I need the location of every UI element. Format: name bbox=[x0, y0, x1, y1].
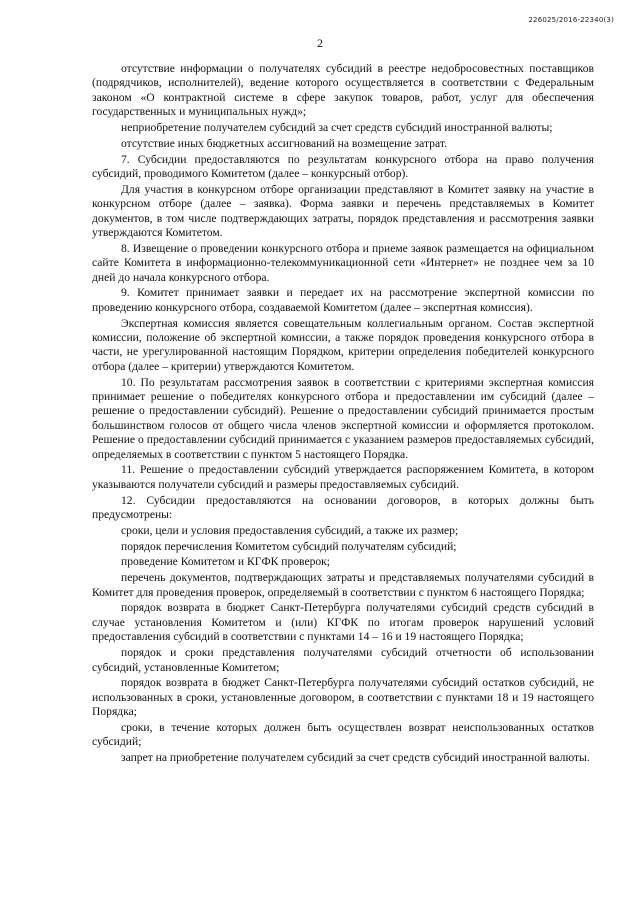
paragraph: порядок перечисления Комитетом субсидий получателям субсидий; bbox=[121, 539, 457, 553]
paragraph: Для участия в конкурсном отборе организации представляют в Комитет заявку на участие в конкурсном отборе (далее – заявка). Форма заявки и перечень представляемых в Комитет документов, в том числе подтверждающих затраты, порядок представления и рассмотрения заявки утверждаются Комитетом. bbox=[92, 182, 594, 240]
paragraph: отсутствие информации о получателях субсидий в реестре недобросовестных поставщиков (подрядчиков, исполнителей), ведение которого осуществляется в соответствии с Федеральным законом «О контрактной системе в сфере закупок товаров, работ, услуг для обеспечения государственных и муниципальных нужд»; bbox=[92, 62, 594, 119]
paragraph: отсутствие иных бюджетных ассигнований на возмещение затрат. bbox=[121, 136, 447, 150]
paragraph: неприобретение получателем субсидий за счет средств субсидий иностранной валюты; bbox=[121, 121, 553, 135]
paragraph: 7. Субсидии предоставляются по результатам конкурсного отбора на право получения субсидий, проводимого Комитетом (далее – конкурсный отбор). bbox=[92, 152, 594, 181]
paragraph: сроки, в течение которых должен быть осуществлен возврат неиспользованных остатков субсидий; bbox=[92, 720, 594, 749]
paragraph: запрет на приобретение получателем субсидий за счет средств субсидий иностранной валюты. bbox=[121, 751, 590, 765]
paragraph: перечень документов, подтверждающих затраты и представляемых получателями субсидий в Комитет для проведения проверок, определяемый в соответствии с пунктом 6 настоящего Порядка; bbox=[92, 571, 594, 599]
paragraph: 8. Извещение о проведении конкурсного отбора и приеме заявок размещается на официальном сайте Комитета в информационно-телекоммуникационной сети «Интернет» не позднее чем за 10 дней до начала конкурсного отбора. bbox=[92, 241, 594, 284]
paragraph: сроки, цели и условия предоставления субсидий, а также их размер; bbox=[121, 523, 459, 537]
paragraph: порядок и сроки представления получателями субсидий отчетности об использовании субсидий, установленные Комитетом; bbox=[92, 646, 594, 674]
paragraph: 12. Субсидии предоставляются на основании договоров, в которых должны быть предусмотрены: bbox=[92, 493, 594, 522]
paragraph: проведение Комитетом и КГФК проверок; bbox=[121, 555, 331, 569]
paragraph: 9. Комитет принимает заявки и передает их на рассмотрение экспертной комиссии по проведению конкурсного отбора, создаваемой Комитетом (далее – экспертная комиссия). bbox=[92, 286, 594, 314]
page-number: 2 bbox=[317, 36, 323, 50]
document-body bbox=[92, 62, 594, 767]
paragraph: 11. Решение о предоставлении субсидий утверждается распоряжением Комитета, в котором указываются получатели субсидий и размеры предоставляемых субсидий. bbox=[92, 463, 594, 491]
paragraph: порядок возврата в бюджет Санкт-Петербурга получателями субсидий остатков субсидий, не использованных в сроки, установленные договором, в соответствии с пунктами 18 и 19 настоящего Порядка; bbox=[92, 676, 594, 719]
document-code: 226025/2016-22340(3) bbox=[528, 16, 614, 24]
paragraph: порядок возврата в бюджет Санкт-Петербурга получателями субсидий средств субсидий в случае установления Комитетом и (или) КГФК по итогам проверок нарушений условий предоставления субсидий в соответствии с пунктами 14 – 16 и 19 настоящего Порядка; bbox=[92, 601, 594, 644]
paragraph: 10. По результатам рассмотрения заявок в соответствии с критериями экспертная комиссия принимает решение о победителях конкурсного отбора и предоставлении им субсидий (далее – решение о предоставлении субсидий). Решение о предоставлении субсидий принимается простым большинством голосов от общего числа членов экспертной комиссии и оформляется протоколом. Решение о предоставлении субсидий принимается с указанием размеров предоставляемых субсидий, определяемых в соответствии с пунктом 5 настоящего Порядка. bbox=[92, 375, 594, 461]
paragraph: Экспертная комиссия является совещательным коллегиальным органом. Состав экспертной комиссии, положение об экспертной комиссии, а также порядок проведения конкурсного отбора в части, не урегулированной настоящим Порядком, критерии определения победителей конкурсного отбора (далее – критерии) утверждаются Комитетом. bbox=[92, 316, 594, 373]
